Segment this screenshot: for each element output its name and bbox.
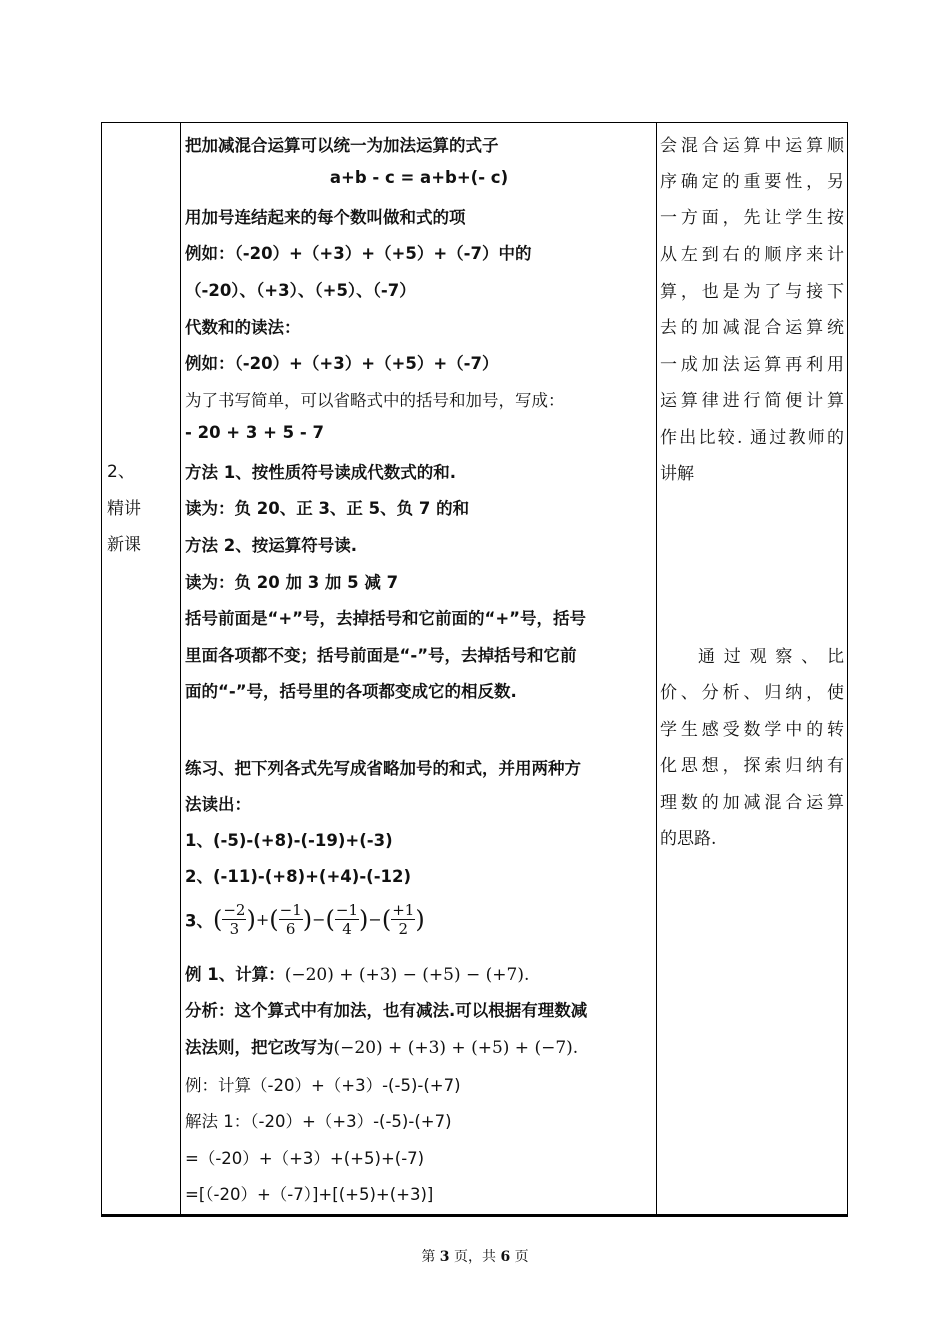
- content-line: - 20 + 3 + 5 - 7: [185, 423, 324, 442]
- analysis-expression: (−20) + (+3) + (+5) + (−7).: [333, 1038, 579, 1058]
- fraction: $\frac{-1}{4}$: [335, 901, 359, 938]
- remark-line: 理数的加减混合运算: [660, 793, 844, 813]
- section-title-line2: 新课: [107, 535, 141, 555]
- content-line: 方法 1、按性质符号读成代数式的和.: [185, 463, 456, 482]
- content-line: 例：计算（-20）+（+3）-(-5)-(+7): [185, 1076, 461, 1095]
- content-line: 法读出：: [185, 795, 251, 814]
- formula-line: a+b - c = a+b+(- c): [329, 168, 509, 187]
- remark-line: 通 过 观 察 、 比: [698, 647, 844, 667]
- content-line: 例如：（-20）+（+3）+（+5）+（-7）中的: [185, 244, 532, 263]
- total-pages: 6: [500, 1249, 511, 1265]
- content-line: 括号前面是“+”号，去掉括号和它前面的“+”号，括号: [185, 609, 587, 628]
- remark-line: 运算律进行简便计算: [660, 391, 844, 411]
- example-1-prefix: 例 1、计算：: [185, 965, 285, 984]
- exercise-2: 2、(-11)-(+8)+(+4)-(-12): [185, 867, 412, 886]
- section-title-line1: 精讲: [107, 499, 141, 519]
- remark-line: 作出比较. 通过教师的: [660, 428, 844, 448]
- example-1-expression: (−20) + (+3) − (+5) − (+7).: [284, 965, 530, 985]
- content-line: 代数和的读法：: [185, 318, 301, 337]
- content-line: （-20）、（+3）、（+5）、（-7）: [185, 281, 416, 300]
- fraction: $\frac{-2}{3}$: [223, 901, 246, 938]
- content-line: 读为：负 20、正 3、正 5、负 7 的和: [185, 499, 470, 518]
- content-line: 分析：这个算式中有加法，也有减法.可以根据有理数减: [185, 1001, 588, 1020]
- remark-line: 价、分析、归纳，使: [660, 683, 844, 703]
- content-line: 练习、把下列各式先写成省略加号的和式，并用两种方: [185, 759, 581, 778]
- remark-line: 从左到右的顺序来计: [660, 245, 844, 265]
- exercise-3-prefix: 3、: [185, 911, 213, 931]
- content-line: 把加减混合运算可以统一为加法运算的式子: [185, 136, 499, 155]
- remark-line: 学生感受数学中的转: [660, 720, 844, 740]
- current-page: 3: [439, 1249, 450, 1265]
- content-line: 用加号连结起来的每个数叫做和式的项: [185, 208, 466, 227]
- remark-line: 算，也是为了与接下: [660, 282, 844, 302]
- section-column: [102, 123, 180, 1214]
- fraction: $\frac{-1}{6}$: [279, 901, 302, 938]
- page-footer: 第 3 页，共 6 页: [421, 1249, 529, 1265]
- remark-line: 去的加减混合运算统: [660, 318, 844, 338]
- content-line: 面的“-”号，括号里的各项都变成它的相反数.: [185, 682, 517, 701]
- remark-line: 一方面，先让学生按: [660, 208, 844, 228]
- fraction: $\frac{+1}{2}$: [392, 901, 415, 938]
- content-line: =（-20）+（+3）+(+5)+(-7): [185, 1149, 425, 1168]
- remark-line: 讲解: [660, 464, 694, 484]
- lesson-table: [101, 122, 848, 1217]
- content-line: 为了书写简单，可以省略式中的括号和加号，写成：: [185, 391, 565, 410]
- exercise-1: 1、(-5)-(+8)-(-19)+(-3): [185, 831, 393, 850]
- content-line: 例如：（-20）+（+3）+（+5）+（-7）: [185, 354, 499, 373]
- example-1: [185, 961, 529, 985]
- content-line: =[（-20）+（-7）]+[(+5)+(+3)]: [185, 1185, 434, 1204]
- analysis-prefix: 法法则，把它改写为: [185, 1038, 334, 1057]
- exercise-3: 3、( $\frac{-2}{3}$ )+( $\frac{-1}{6}$ )−( $\frac{-1}{4}$ )−( $\frac{+1}{2}$ ): [185, 901, 425, 938]
- remark-line: 一成加法运算再利用: [660, 355, 844, 375]
- column-divider: [180, 123, 181, 1214]
- remark-line: 化思想，探索归纳有: [660, 756, 844, 776]
- section-number: 2、: [107, 462, 135, 482]
- content-line: 读为：负 20 加 3 加 5 减 7: [185, 573, 399, 592]
- remark-line: 的思路.: [660, 829, 717, 849]
- content-line: 解法 1：（-20）+（+3）-(-5)-(+7): [185, 1112, 452, 1131]
- analysis-line: [185, 1034, 578, 1058]
- content-line: 方法 2、按运算符号读.: [185, 536, 357, 555]
- remark-line: 序确定的重要性，另: [660, 172, 844, 192]
- column-divider: [656, 123, 657, 1214]
- remark-line: 会混合运算中运算顺: [660, 136, 844, 156]
- content-line: 里面各项都不变；括号前面是“-”号，去掉括号和它前: [185, 646, 577, 665]
